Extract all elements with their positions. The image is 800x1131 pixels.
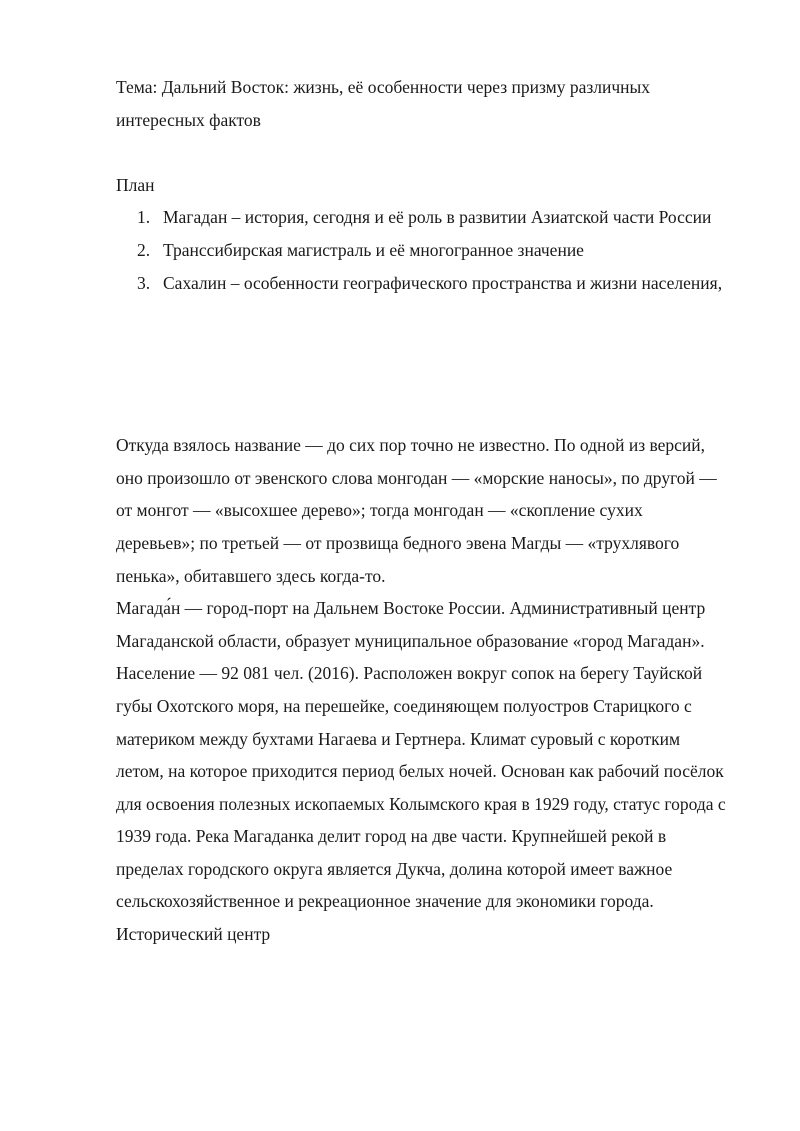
document-content <box>116 71 726 951</box>
topic-heading: Тема: Дальний Восток: жизнь, её особенности через призму различных интересных фактов <box>116 77 651 130</box>
plan-item-number: 3. <box>137 272 151 293</box>
plan-item-text: Сахалин – особенности географического пространства и жизни населения, <box>163 272 723 293</box>
body-paragraph-name-origin: Откуда взялось название — до сих пор точно не известно. По одной из версий, оно произошло от эвенского слова монгодан — «морские наносы», по другой — от монгот — «высохшее дерево»; тогда монгодан — «скопление сухих деревьев»; по третьей — от прозвища бедного эвена Магды — «трухлявого пенька», обитавшего здесь когда-то. <box>116 435 717 586</box>
plan-list-item <box>116 267 726 300</box>
plan-heading: План <box>116 174 155 195</box>
plan-item-text: Транссибирская магистраль и её многогранное значение <box>163 239 584 260</box>
plan-list <box>116 201 726 299</box>
body-paragraph-definition: Магада́н — город-порт на Дальнем Востоке России. Административный центр Магаданской области, образует муниципальное образование «город Магадан». <box>116 598 706 651</box>
plan-item-number: 1. <box>137 207 151 228</box>
plan-list-item <box>116 234 726 267</box>
plan-item-text: Магадан – история, сегодня и её роль в развитии Азиатской части России <box>163 207 712 228</box>
body-paragraph-population: Население — 92 081 чел. (2016). Расположен вокруг сопок на берегу Тауйской губы Охотского моря, на перешейке, соединяющем полуостров Старицкого с материком между бухтами Нагаева и Гертнера. Климат суровый с коротким летом, на которое приходится период белых ночей. Основан как рабочий посёлок для освоения полезных ископаемых Колымского края в 1929 году, статус города с 1939 года. Река Магаданка делит город на две части. Крупнейшей рекой в пределах городского округа является Дукча, долина которой имеет важное сельскохозяйственное и рекреационное значение для экономики города. Исторический центр <box>116 663 726 945</box>
plan-list-item <box>116 201 726 234</box>
plan-item-number: 2. <box>137 239 151 260</box>
